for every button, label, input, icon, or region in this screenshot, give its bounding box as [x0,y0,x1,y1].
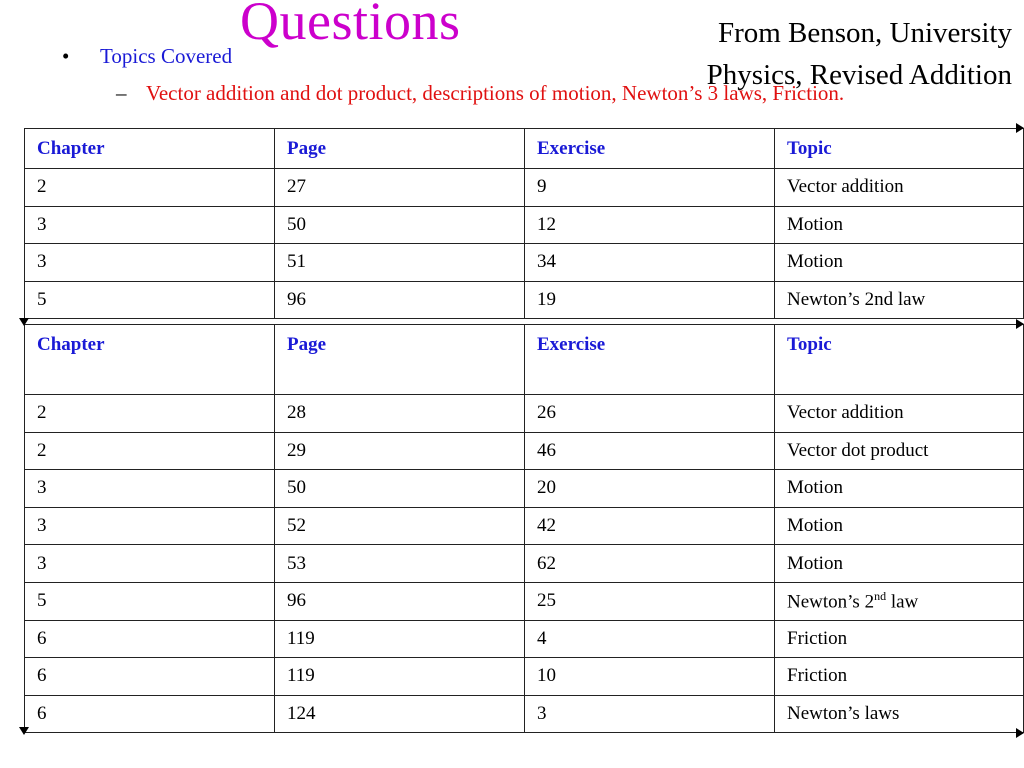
table-cell: Vector dot product [775,432,1024,470]
table-cell: 3 [25,545,275,583]
table-cell: 12 [525,206,775,244]
table-row [25,582,1024,620]
table-cell: 25 [525,582,775,620]
table-cell: Motion [775,470,1024,508]
table-cell: 6 [25,658,275,696]
table-cell: 5 [25,281,275,319]
table-cell: 28 [275,395,525,433]
table-row [25,470,1024,508]
table-cell: 3 [25,470,275,508]
table-cell: 6 [25,620,275,658]
table-row [25,244,1024,282]
table-cell: 10 [525,658,775,696]
sub-bullet-marker: – [116,81,127,105]
table-cell: 46 [525,432,775,470]
table-cell-with-superscript [775,582,1024,620]
table-header-row [25,129,1024,169]
table-cell: 119 [275,620,525,658]
table-cell: Newton’s 2nd law [775,281,1024,319]
table-cell: 26 [525,395,775,433]
table-cell: 34 [525,244,775,282]
bullet-text: Topics Covered [100,44,233,68]
table-cell: 3 [525,695,775,733]
down-arrow-icon [19,727,29,735]
source-citation: From Benson, University Physics, Revised Addition [706,17,1012,91]
table-cell: 62 [525,545,775,583]
topic-text: Newton’s 2 [787,591,875,613]
table-cell: 96 [275,281,525,319]
table-cell: Motion [775,244,1024,282]
sub-bullet-text: Vector addition and dot product, descriptions of motion, Newton’s 3 laws, Friction. [146,81,845,105]
table-cell: 2 [25,169,275,207]
table-row [25,206,1024,244]
exercise-table-2 [24,324,1024,733]
table-header-row [25,325,1024,395]
table-cell: 3 [25,507,275,545]
table-cell: 2 [25,395,275,433]
table-cell: 119 [275,658,525,696]
table-cell: Newton’s laws [775,695,1024,733]
sub-bullet-topics-list [116,81,844,106]
table-cell: 50 [275,206,525,244]
table-cell: 3 [25,244,275,282]
table-cell: 19 [525,281,775,319]
table-cell: 5 [25,582,275,620]
table-row [25,658,1024,696]
bullet-topics-covered [62,44,232,69]
right-arrow-icon [1016,319,1024,329]
table-row [25,545,1024,583]
ordinal-suffix: nd [874,589,887,604]
down-arrow-icon [19,318,29,326]
table-row [25,695,1024,733]
topic-suffix: law [886,591,919,613]
table-cell: 2 [25,432,275,470]
bullet-marker: • [62,44,70,68]
header-cell: Page [275,129,525,169]
header-cell: Topic [775,129,1024,169]
right-arrow-icon [1016,123,1024,133]
table-cell: 29 [275,432,525,470]
header-cell: Topic [775,325,1024,395]
header-cell: Chapter [25,325,275,395]
table-cell: 4 [525,620,775,658]
table-row [25,507,1024,545]
table-cell: 50 [275,470,525,508]
table-cell: 51 [275,244,525,282]
table-row [25,281,1024,319]
right-arrow-icon [1016,728,1024,738]
slide-title: Questions [240,0,461,51]
table-cell: Friction [775,620,1024,658]
table-cell: 3 [25,206,275,244]
table-cell: 52 [275,507,525,545]
table-cell: Motion [775,507,1024,545]
exercise-table-1 [24,128,1024,319]
table-row [25,395,1024,433]
header-cell: Exercise [525,129,775,169]
header-cell: Chapter [25,129,275,169]
table-row [25,169,1024,207]
table-cell: Motion [775,206,1024,244]
table-row [25,620,1024,658]
table-cell: Motion [775,545,1024,583]
table-cell: 6 [25,695,275,733]
table-cell: 42 [525,507,775,545]
table-cell: Friction [775,658,1024,696]
table-cell: 124 [275,695,525,733]
header-cell: Exercise [525,325,775,395]
table-cell: 20 [525,470,775,508]
table-cell: 53 [275,545,525,583]
header-cell: Page [275,325,525,395]
table-row [25,432,1024,470]
table-cell: 96 [275,582,525,620]
table-cell: 27 [275,169,525,207]
table-cell: Vector addition [775,169,1024,207]
table-cell: 9 [525,169,775,207]
table-cell: Vector addition [775,395,1024,433]
